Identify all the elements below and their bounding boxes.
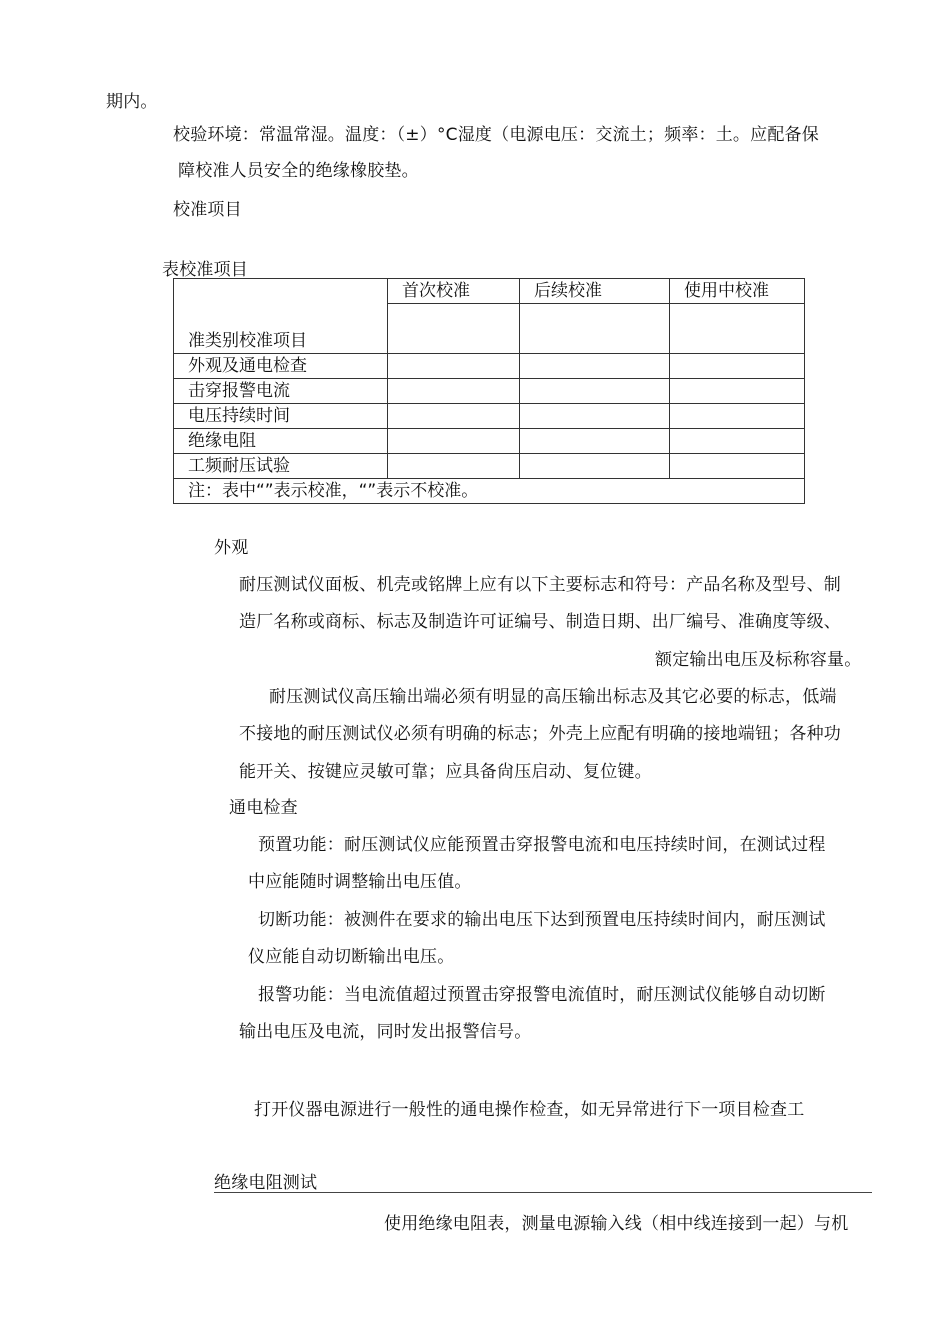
text-insulation-1: 使用绝缘电阻表，测量电源输入线（相中线连接到一起）与机 <box>384 1214 849 1234</box>
table-note-row <box>174 479 805 504</box>
table-corner-cell: 准类别校准项目 <box>174 279 388 354</box>
heading-appearance: 外观 <box>214 538 249 558</box>
text-preset-b: 中应能随时调整输出电压值。 <box>248 872 472 892</box>
table-row <box>174 379 805 404</box>
table-cell <box>388 429 520 454</box>
text-cutoff-a: 切断功能：被测件在要求的输出电压下达到预置电压持续时间内，耐压测试 <box>258 910 826 930</box>
table-cell <box>388 404 520 429</box>
text-appearance-1c: 额定输出电压及标称容量。 <box>655 650 862 670</box>
table-cell <box>520 429 670 454</box>
heading-calibration-items: 校准项目 <box>173 200 242 220</box>
text-appearance-2c: 能开关、按键应灵敏可靠；应具备尙压启动、复位键。 <box>239 762 652 782</box>
table-cell <box>520 354 670 379</box>
table-note: 注：表中“”表示校准，“”表示不校准。 <box>174 479 805 504</box>
table-cell <box>670 379 805 404</box>
text-appearance-1b: 造厂名称或商标、标志及制造许可证编号、制造日期、出厂编号、准确度等级、 <box>239 612 841 632</box>
table-row-label: 击穿报警电流 <box>174 379 388 404</box>
table-row <box>174 429 805 454</box>
table-row <box>174 354 805 379</box>
table-header-subsequent: 后续校准 <box>520 279 670 304</box>
table-cell <box>670 304 805 354</box>
text-cutoff-b: 仪应能自动切断输出电压。 <box>248 947 455 967</box>
table-cell <box>670 354 805 379</box>
table-cell <box>520 379 670 404</box>
table-header-first: 首次校准 <box>388 279 520 304</box>
text-env-line2: 障校准人员安全的绝缘橡胶垫。 <box>178 161 419 181</box>
table-row-label: 绝缘电阻 <box>174 429 388 454</box>
table-cell <box>670 404 805 429</box>
calibration-table <box>173 278 805 504</box>
table-row <box>174 404 805 429</box>
table-cell <box>388 354 520 379</box>
table-cell <box>388 454 520 479</box>
text-appearance-1a: 耐压测试仪面板、机壳或铭牌上应有以下主要标志和符号：产品名称及型号、制 <box>239 575 841 595</box>
table-cell <box>670 429 805 454</box>
heading-power-check: 通电检查 <box>229 798 298 818</box>
table-cell <box>388 379 520 404</box>
table-caption: 表校准项目 <box>162 260 248 280</box>
text-env-line1: 校验环境：常温常湿。温度：（±）°C湿度（电源电压：交流土；频率：土。应配备保 <box>173 125 819 145</box>
table-row-label: 电压持续时间 <box>174 404 388 429</box>
heading-insulation-test: 绝缘电阻测试 <box>214 1173 318 1193</box>
table-header-in-use: 使用中校准 <box>670 279 805 304</box>
text-appearance-2a: 耐压测试仪高压输出端必须有明显的高压输出标志及其它必要的标志，低端 <box>269 687 837 707</box>
table-cell <box>520 304 670 354</box>
table-cell <box>520 454 670 479</box>
text-power-on: 打开仪器电源进行一般性的通电操作检查，如无异常进行下一项目检查工 <box>254 1100 805 1120</box>
text-appearance-2b: 不接地的耐压测试仪必须有明确的标志；外壳上应配有明确的接地端钮；各种功 <box>239 724 841 744</box>
text-alarm-b: 输出电压及电流，同时发出报警信号。 <box>239 1022 532 1042</box>
heading-underline <box>214 1192 872 1193</box>
table-cell <box>670 454 805 479</box>
table-row-label: 外观及通电检查 <box>174 354 388 379</box>
table-cell <box>520 404 670 429</box>
text-preset-a: 预置功能：耐压测试仪应能预置击穿报警电流和电压持续时间，在测试过程 <box>258 835 826 855</box>
table-row-label: 工频耐压试验 <box>174 454 388 479</box>
text-period-end: 期内。 <box>106 92 158 112</box>
table-cell <box>388 304 520 354</box>
table-row <box>174 454 805 479</box>
table-header-row <box>174 279 805 304</box>
text-alarm-a: 报警功能：当电流值超过预置击穿报警电流值时，耐压测试仪能够自动切断 <box>258 985 826 1005</box>
